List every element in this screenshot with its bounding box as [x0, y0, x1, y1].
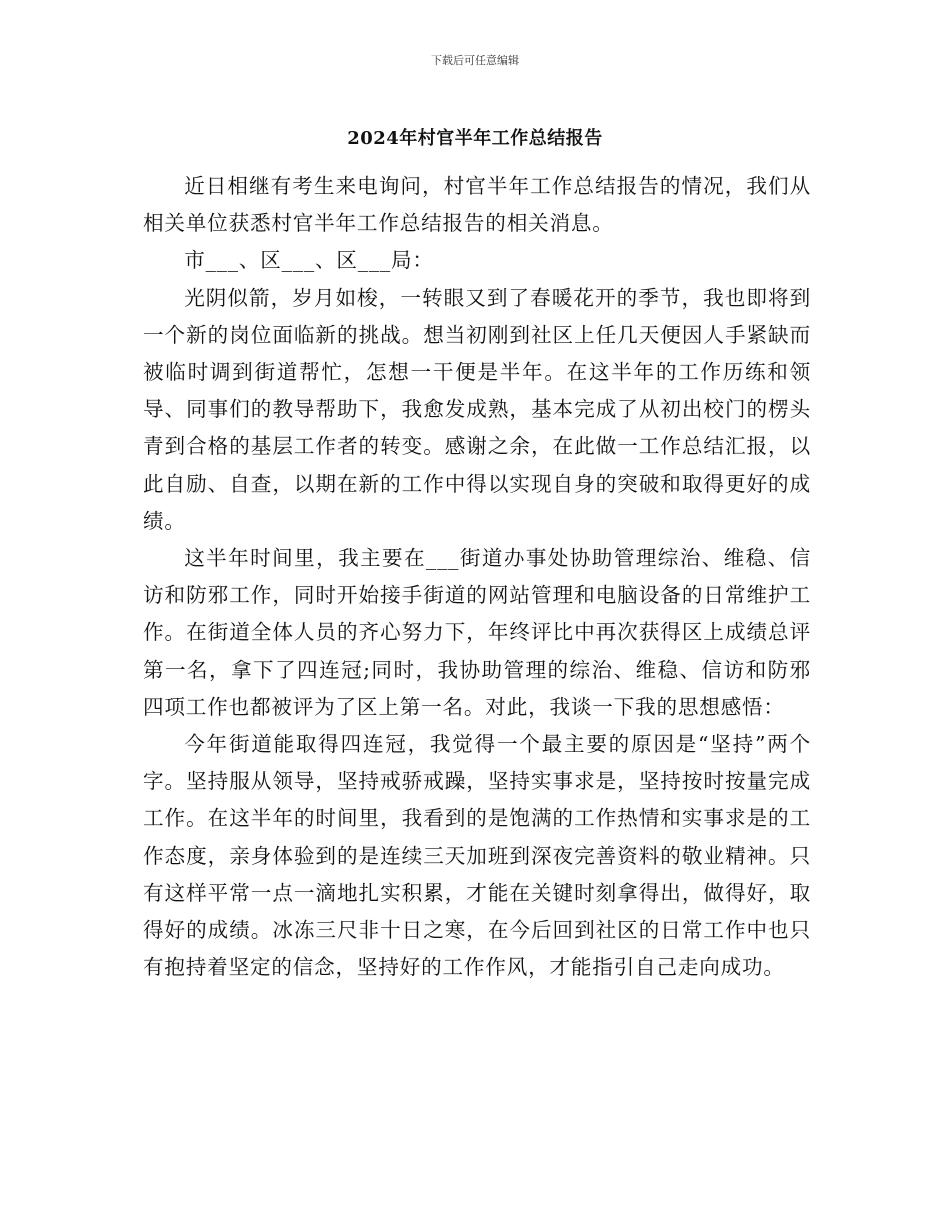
document-title: 2024年村官半年工作总结报告 — [347, 128, 603, 149]
paragraph-addressee: 市___、区___、区___局： — [184, 248, 434, 273]
paragraph-opening: 光阴似箭，岁月如梭，一转眼又到了春暖花开的季节，我也即将到一个新的岗位面临新的挑战。想当初刚到社区上任几天便因人手紧缺而被临时调到街道帮忙，怎想一干便是半年。在这半年的工作历练和领导、同事们的教导帮助下，我愈发成熟，基本完成了从初出校门的楞头青到合格的基层工作者的转变。感谢之余，在此做一工作总结汇报，以此自励、自查，以期在新的工作中得以实现自身的突破和取得更好的成绩。 — [143, 285, 811, 533]
document-body — [143, 168, 811, 986]
page-header-note: 下载后可任意编辑 — [431, 54, 519, 67]
paragraph-reflection: 今年街道能取得四连冠，我觉得一个最主要的原因是“坚持”两个字。坚持服从领导，坚持戒骄戒躁，坚持实事求是，坚持按时按量完成工作。在这半年的时间里，我看到的是饱满的工作热情和实事求是的工作态度，亲身体验到的是连续三天加班到深夜完善资料的敬业精神。只有这样平常一点一滴地扎实积累，才能在关键时刻拿得出，做得好，取得好的成绩。冰冻三尺非十日之寒，在今后回到社区的日常工作中也只有抱持着坚定的信念，坚持好的工作作风，才能指引自己走向成功。 — [143, 732, 811, 980]
paragraph-intro: 近日相继有考生来电询问，村官半年工作总结报告的情况，我们从相关单位获悉村官半年工作总结报告的相关消息。 — [143, 174, 811, 236]
paragraph-work-summary: 这半年时间里，我主要在___街道办事处协助管理综治、维稳、信访和防邪工作，同时开始接手街道的网站管理和电脑设备的日常维护工作。在街道全体人员的齐心努力下，年终评比中再次获得区上成绩总评第一名，拿下了四连冠;同时，我协助管理的综治、维稳、信访和防邪四项工作也都被评为了区上第一名。对此，我谈一下我的思想感悟： — [143, 546, 811, 719]
